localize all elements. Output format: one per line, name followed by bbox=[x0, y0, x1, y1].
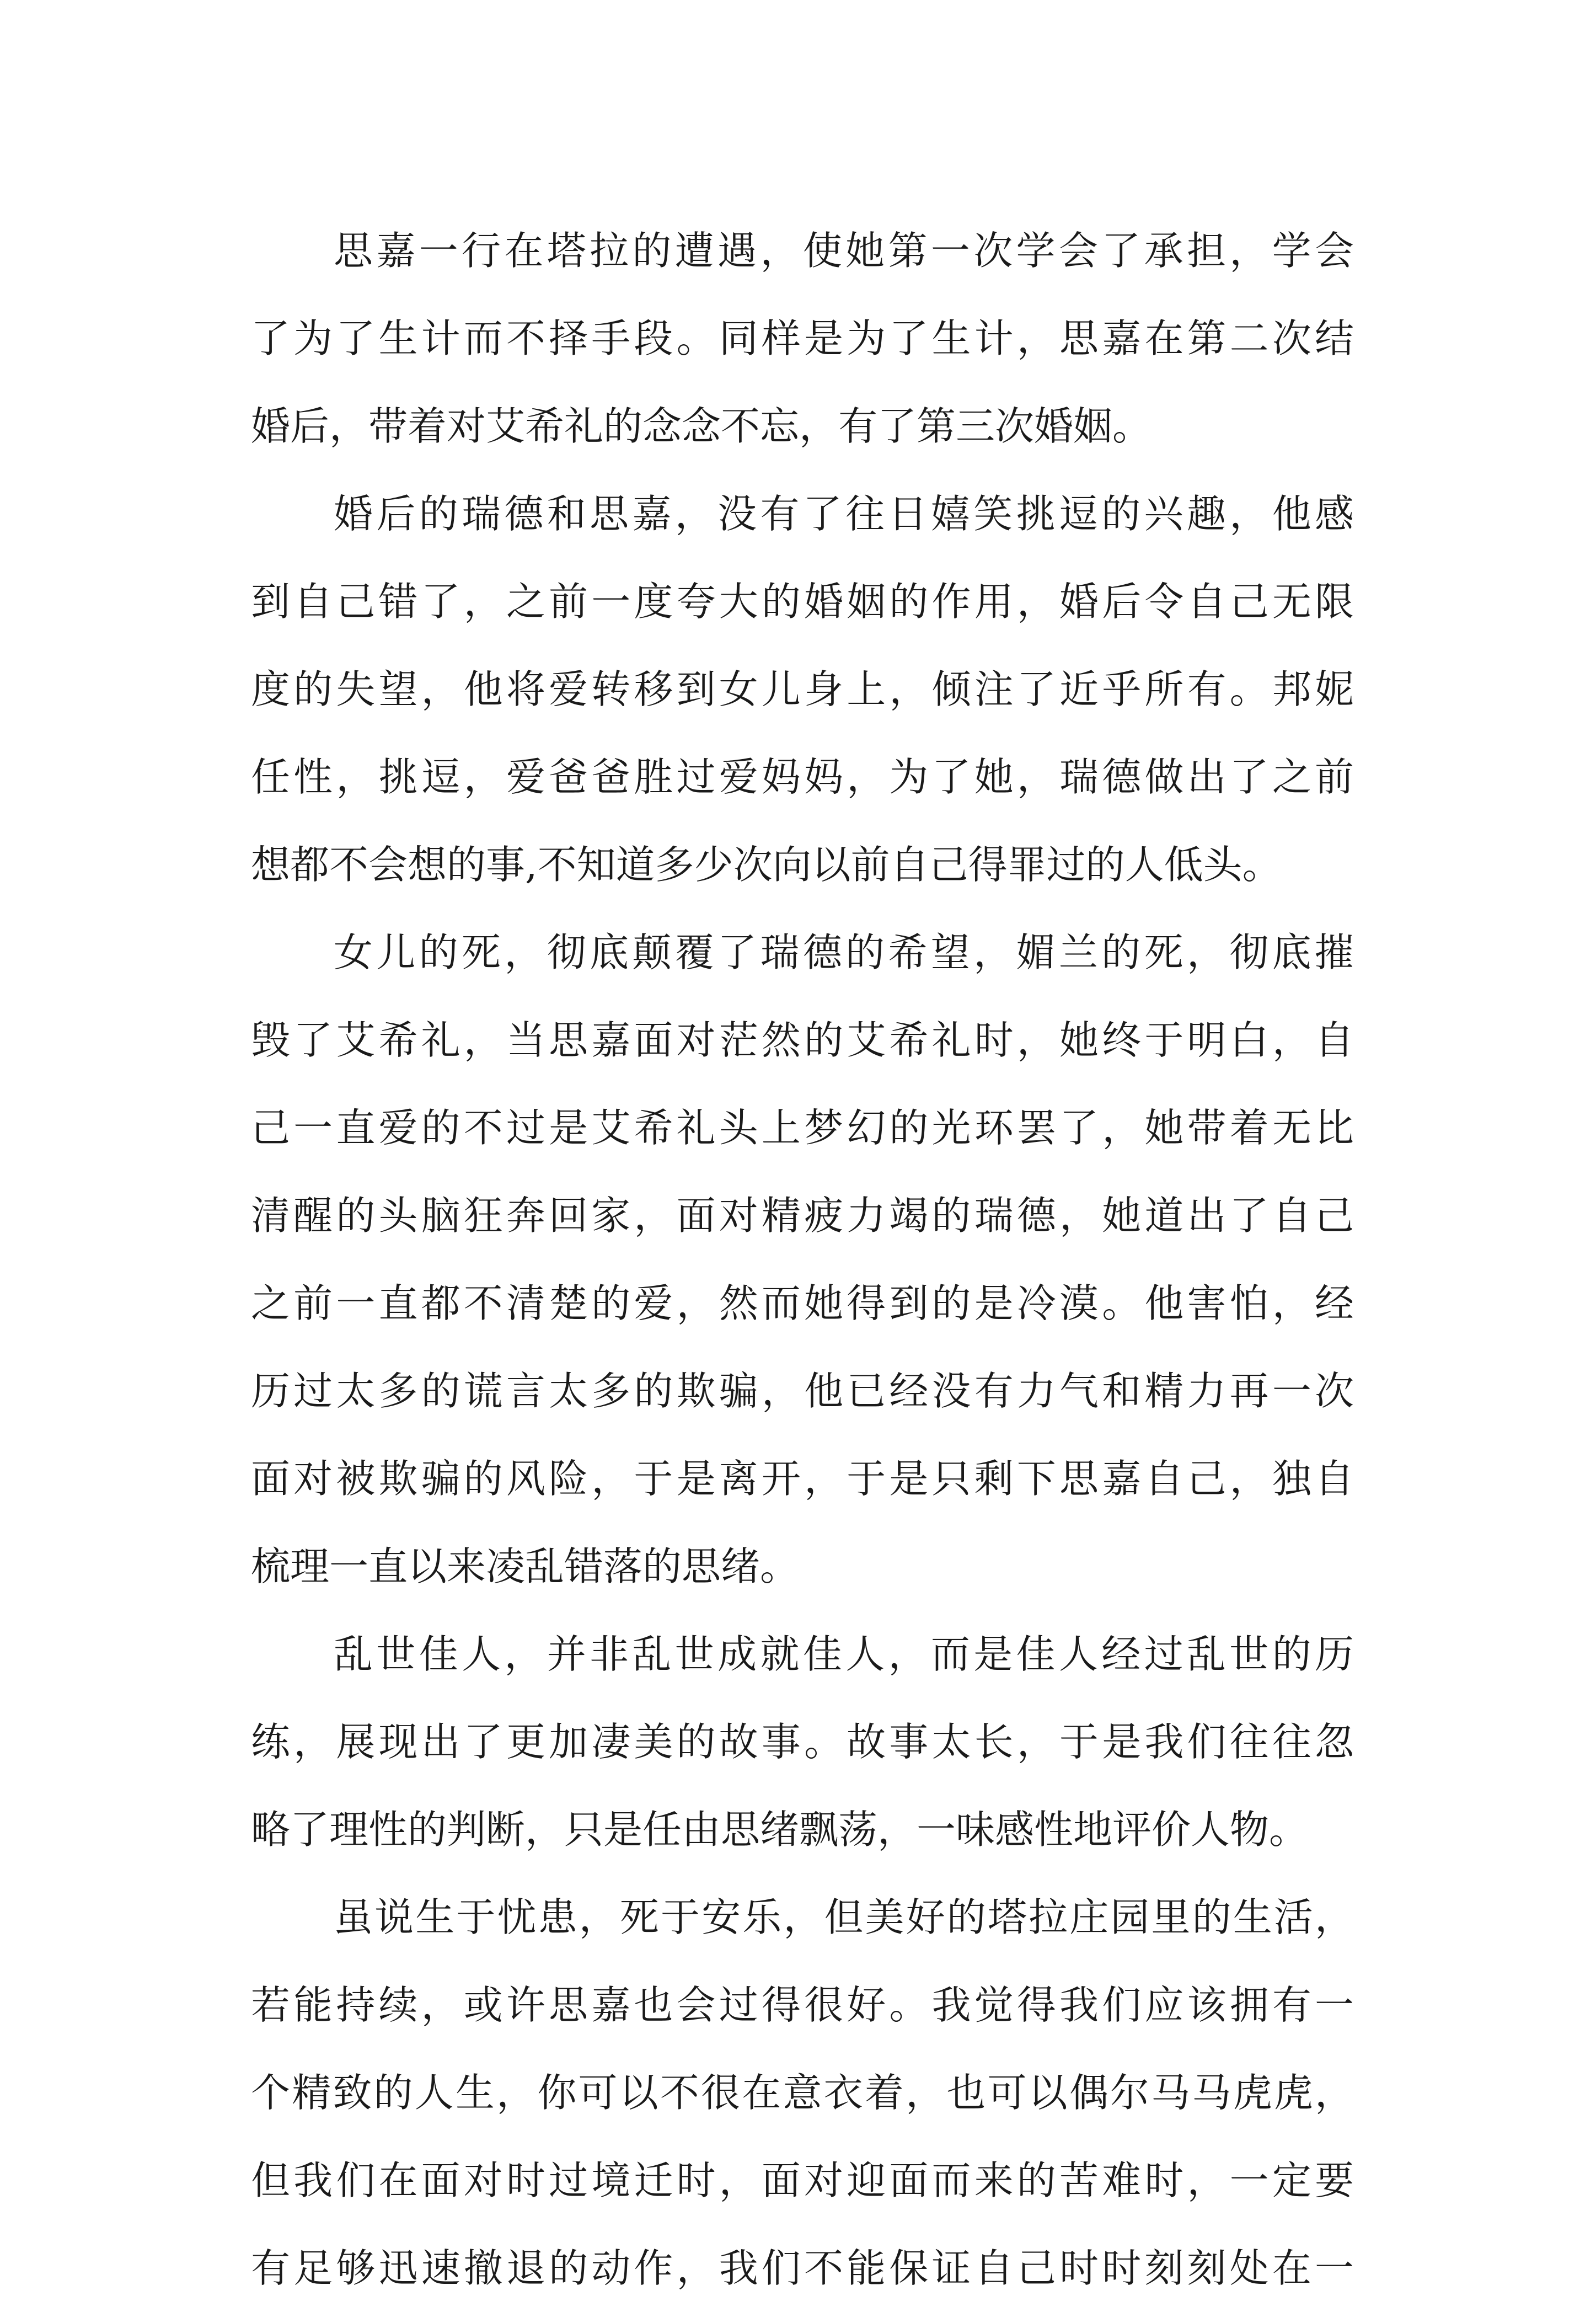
paragraph-3-line-2: 毁了艾希礼，当思嘉面对茫然的艾希礼时，她终于明白，自 bbox=[251, 1017, 1354, 1063]
paragraph-5-line-1: 虽说生于忧患，死于安乐，但美好的塔拉庄园里的生活， bbox=[334, 1894, 1354, 1940]
paragraph-4-line-1: 乱世佳人，并非乱世成就佳人，而是佳人经过乱世的历 bbox=[334, 1631, 1354, 1677]
paragraph-2-line-3: 度的失望，他将爱转移到女儿身上，倾注了近乎所有。邦妮 bbox=[251, 666, 1354, 712]
paragraph-3-line-8: 梳理一直以来凌乱错落的思绪。 bbox=[251, 1544, 800, 1589]
paragraph-3-line-7: 面对被欺骗的风险，于是离开，于是只剩下思嘉自己，独自 bbox=[251, 1456, 1354, 1502]
paragraph-1-line-3: 婚后，带着对艾希礼的念念不忘，有了第三次婚姻。 bbox=[251, 403, 1152, 449]
paragraph-5-line-5: 有足够迅速撤退的动作，我们不能保证自己时时刻刻处在一 bbox=[251, 2245, 1354, 2291]
paragraph-4-line-3: 略了理性的判断，只是任由思绪飘荡，一味感性地评价人物。 bbox=[251, 1807, 1309, 1852]
paragraph-2-line-5: 想都不会想的事,不知道多少次向以前自己得罪过的人低头。 bbox=[251, 842, 1282, 888]
paragraph-3-line-5: 之前一直都不清楚的爱，然而她得到的是冷漠。他害怕，经 bbox=[251, 1280, 1354, 1326]
paragraph-4-line-2: 练，展现出了更加凄美的故事。故事太长，于是我们往往忽 bbox=[251, 1719, 1354, 1765]
paragraph-2-line-2: 到自己错了，之前一度夸大的婚姻的作用，婚后令自己无限 bbox=[251, 579, 1354, 624]
paragraph-3-line-1: 女儿的死，彻底颠覆了瑞德的希望，媚兰的死，彻底摧 bbox=[334, 930, 1354, 975]
document-body bbox=[251, 207, 1354, 2312]
paragraph-2-line-4: 任性，挑逗，爱爸爸胜过爱妈妈，为了她，瑞德做出了之前 bbox=[251, 754, 1354, 800]
paragraph-3-line-4: 清醒的头脑狂奔回家，面对精疲力竭的瑞德，她道出了自己 bbox=[251, 1193, 1354, 1238]
paragraph-1-line-1: 思嘉一行在塔拉的遭遇，使她第一次学会了承担，学会 bbox=[334, 228, 1354, 274]
paragraph-5-line-2: 若能持续，或许思嘉也会过得很好。我觉得我们应该拥有一 bbox=[251, 1982, 1354, 2028]
paragraph-3-line-3: 己一直爱的不过是艾希礼头上梦幻的光环罢了，她带着无比 bbox=[251, 1105, 1354, 1151]
paragraph-2-line-1: 婚后的瑞德和思嘉，没有了往日嬉笑挑逗的兴趣，他感 bbox=[334, 491, 1354, 537]
paragraph-1-line-2: 了为了生计而不择手段。同样是为了生计，思嘉在第二次结 bbox=[251, 316, 1354, 361]
paragraph-5-line-3: 个精致的人生，你可以不很在意衣着，也可以偶尔马马虎虎， bbox=[251, 2070, 1354, 2116]
paragraph-5-line-4: 但我们在面对时过境迁时，面对迎面而来的苦难时，一定要 bbox=[251, 2158, 1354, 2203]
paragraph-3-line-6: 历过太多的谎言太多的欺骗，他已经没有力气和精力再一次 bbox=[251, 1368, 1354, 1414]
